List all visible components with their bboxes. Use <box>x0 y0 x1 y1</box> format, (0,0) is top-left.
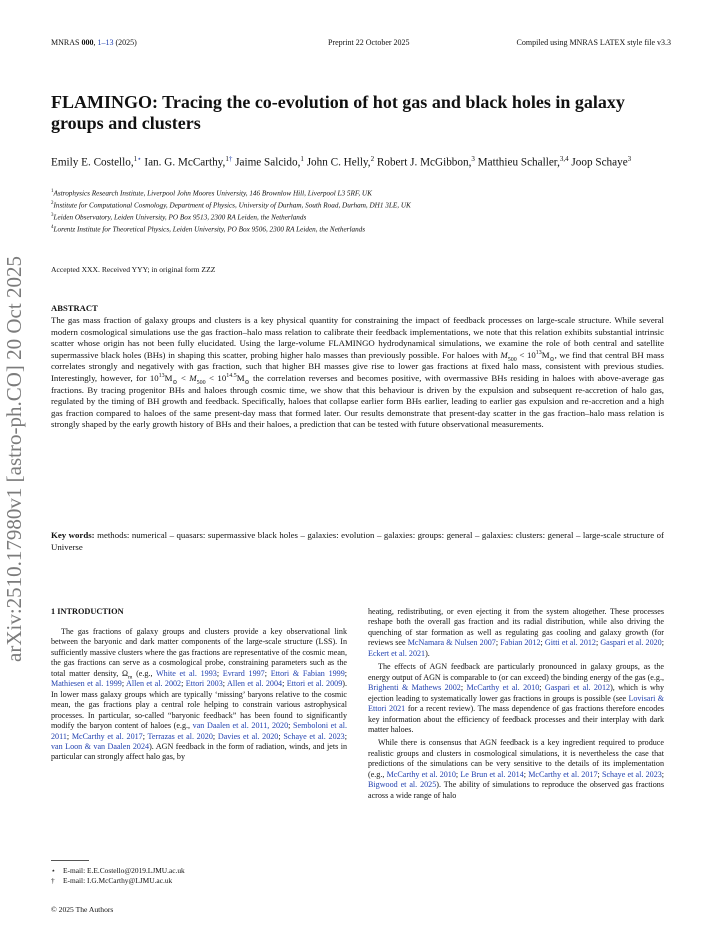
citation-link[interactable]: Davies et al. 2020 <box>217 731 279 741</box>
author-name: Ian. G. McCarthy, <box>144 156 226 169</box>
affiliation-number: 1 <box>51 189 54 194</box>
footnote-mark: ⋆ <box>51 866 56 875</box>
text-run: ; <box>121 679 127 689</box>
text-run: 14.5 <box>226 373 237 380</box>
affiliation-text: Institute for Computational Cosmology, Department of Physics, University of Durham, South Road, Durham, DH1 3LE, UK <box>53 201 411 210</box>
citation-link[interactable]: Ettori & Fabian 1999 <box>270 668 345 678</box>
keywords-label: Key words: <box>51 530 95 540</box>
received-accepted-line: Accepted XXX. Received YYY; in original form ZZZ <box>51 265 216 274</box>
citation-link[interactable]: Ettori 2003 <box>185 679 223 689</box>
footnotes <box>51 866 185 886</box>
citation-link[interactable]: Lovisari & Ettori 2021 <box>368 693 665 714</box>
author-footnote-link[interactable]: ⋆ <box>137 155 142 163</box>
abstract-text <box>51 315 664 431</box>
affiliation-number: 3 <box>51 212 54 218</box>
affiliation-number: 2 <box>51 200 54 206</box>
citation-link[interactable]: White et al. 1993 <box>156 668 217 678</box>
text-run: ; <box>540 638 545 648</box>
journal-citation: MNRAS 000, 1–13 (2025) <box>51 38 137 47</box>
text-run: heating, redistributing, or even ejecting it from the system altogether. These processes reshape both the overall gas fraction and its radial distribution, while also driving the quenching of star formation as well as regulating gas cooling and galaxy growth (for reviews see <box>368 607 664 648</box>
text-run: M <box>500 349 508 360</box>
author-name: Jaime Salcido, <box>235 156 301 169</box>
column-left <box>51 627 347 763</box>
text-run: ). The ability of simulations to reproduce the observed gas fractions across a wide range of halo <box>368 780 664 800</box>
intro-paragraph-1-continued <box>368 607 664 659</box>
citation-link[interactable]: McCarthy et al. 2010 <box>466 683 540 693</box>
citation-link[interactable]: Mathiesen et al. 1999 <box>51 679 122 689</box>
footnote-rule <box>51 860 89 861</box>
text-run: The gas mass fraction of galaxy groups and clusters is a key physical quantity for constraining the impact of feedback processes on large-scale structure. While several modern cosmological simulations use the gas fraction–halo mass relation to calibrate their feedback implementations, we note that this relation exhibits substantial intrinsic scatter whose origin has not been fully elucidated. Using the large-volume FLAMINGO hydrodynamical simulations, we examine the role of both central and satellite supermassive black holes (BHs) in shaping this scatter, probing higher halo masses than previously possible. For haloes with <box>51 315 664 360</box>
section-heading-introduction: 1 INTRODUCTION <box>51 607 124 616</box>
text-run: ). <box>425 648 430 658</box>
text-run: ; <box>181 679 186 689</box>
text-run: The gas fractions of galaxy groups and clusters provide a key observational link between the baryonic and dark matter components of the large-scale structure (LSS). In sufficiently massive clusters where the gas fractions are representative of the cosmic mean, the gas fractions can serve as a cosmological probe, constraining parameters such as the total matter density, Ω <box>51 627 347 678</box>
affiliation-number: 4 <box>51 224 54 230</box>
text-run: M <box>164 372 173 383</box>
citation-link[interactable]: McNamara & Nulsen 2007 <box>407 638 496 648</box>
citation-link[interactable]: Gaspari et al. 2012 <box>544 683 611 693</box>
citation-link[interactable]: Gaspari et al. 2020 <box>600 638 662 648</box>
affiliation-text: Astrophysics Research Institute, Liverpool John Moores University, 146 Brownlow Hill, Liverpool L3 5RF, UK <box>53 189 372 198</box>
citation-link[interactable]: Fabian 2012 <box>500 638 541 648</box>
citation-link[interactable]: Terrazas et al. 2020 <box>147 731 213 741</box>
text-run: ; <box>282 679 287 689</box>
text-run: The effects of AGN feedback are particularly pronounced in galaxy groups, as the energy output of AGN is comparable to (or can exceed) the binding energy of the gas (e.g., <box>368 662 664 682</box>
text-run: M <box>236 372 245 383</box>
text-run: ; <box>264 668 271 678</box>
footnote-item <box>51 866 185 876</box>
citation-link[interactable]: Eckert et al. 2021 <box>368 648 426 658</box>
text-run: ). AGN feedback in the form of radiation, winds, and jets in particular can strongly affect halo gas, by <box>51 741 347 762</box>
affiliation-text: Leiden Observatory, Leiden University, PO Box 9513, 2300 RA Leiden, the Netherlands <box>53 213 307 222</box>
keywords-line <box>51 530 664 553</box>
author-name: Robert J. McGibbon, <box>376 156 472 169</box>
author-affiliation-mark: 3 <box>471 155 475 163</box>
citation-link[interactable]: Gitti et al. 2012 <box>544 638 596 648</box>
author-name: Matthieu Schaller, <box>477 156 560 169</box>
text-run: ; <box>523 769 529 779</box>
author-footnote-link[interactable]: † <box>228 155 233 163</box>
text-run: 500 <box>507 356 517 363</box>
text-run: ; <box>278 731 284 741</box>
author-list <box>51 152 671 170</box>
text-run: for a recent review). The mass dependence of gas fractions therefore encodes key information about the efficiency of feedback processes and their interplay with dark matter haloes. <box>368 704 664 734</box>
author-affiliation-mark: 3,4 <box>559 155 569 163</box>
citation-link[interactable]: Brighenti & Mathews 2002 <box>368 683 461 693</box>
text-run: ; <box>288 721 293 731</box>
author-name: John C. Helly, <box>306 156 371 169</box>
text-run: < 10 <box>205 372 227 383</box>
text-run: the correlation reverses and becomes positive, with overmassive BHs residing in haloes with above-average gas fractions. By tracing progenitor BHs and haloes through cosmic time, we show that this behaviour is driven by the expulsion and subsequent re-accretion of halo gas, regulated by the timing of BH growth and feedback. Specifically, haloes that collapse earlier form BHs earlier, leading to earlier gas expulsion and re-accretion and a high gas fraction compared to haloes of the same present-day mass that formed later. Our results demonstrate that present-day scatter in the gas fraction–halo mass relation is strongly shaped by the early growth history of BHs and their haloes, a prediction that can be tested with future observational measurements. <box>51 372 664 430</box>
text-run: ; <box>595 638 601 648</box>
author-affiliation-mark: 1 <box>225 155 229 163</box>
author-name: Emily E. Costello, <box>51 156 134 169</box>
text-run: (e.g., <box>132 668 157 678</box>
affiliation-item <box>51 187 671 199</box>
affiliation-item <box>51 223 671 235</box>
text-run: ; <box>344 668 348 678</box>
text-run: 13 <box>535 349 542 356</box>
citation-link[interactable]: Schaye et al. 2023 <box>601 769 662 779</box>
text-run: ⊙ <box>244 379 250 386</box>
text-run: ; <box>216 668 223 678</box>
text-run: ; <box>344 731 347 741</box>
text-run: ), which is why ejection leading to systematically lower gas fractions in groups is possible (see <box>368 683 664 703</box>
footnote-email: E-mail: E.E.Costello@2019.LJMU.ac.uk <box>63 866 185 875</box>
footnote-item <box>51 876 185 886</box>
text-run: < <box>177 372 190 383</box>
author-affiliation-mark: 2 <box>370 155 375 163</box>
text-run: ; <box>460 683 467 693</box>
page-range-link[interactable]: 1–13 <box>97 38 114 47</box>
footnote-mark: † <box>51 876 55 885</box>
citation-link[interactable]: Semboloni et al. 2011 <box>51 721 347 741</box>
text-run: ; <box>597 769 602 779</box>
citation-link[interactable]: Schaye et al. 2023 <box>283 731 345 741</box>
text-run: ⊙ <box>549 356 555 363</box>
citation-link[interactable]: McCarthy et al. 2017 <box>71 731 143 741</box>
text-run: ; <box>212 731 218 741</box>
text-run: ; <box>66 731 72 741</box>
keywords-text: methods: numerical – quasars: supermassive black holes – galaxies: evolution – galaxies: groups: general – galaxies: clusters: general – large-scale structure of Universe <box>51 530 664 552</box>
affiliation-item <box>51 211 671 223</box>
text-run: ; <box>142 731 148 741</box>
footnote-email: E-mail: I.G.McCarthy@LJMU.ac.uk <box>63 876 173 885</box>
text-run: ). In lower mass galaxy groups which are typically ‘missing’ baryons relative to the cosmic mean, the gas fractions play a central role helping to constrain various astrophysical processes. In particular, so-called “baryonic feedback” has been found to significantly modify the baryon content of haloes (e.g., <box>51 679 347 731</box>
intro-paragraph-3 <box>368 738 664 801</box>
affiliation-text: Lorentz Institute for Theoretical Physics, Leiden University, PO Box 9506, 2300 RA Leiden, the Netherlands <box>53 225 366 234</box>
citation-link[interactable]: Allen et al. 2002 <box>126 679 182 689</box>
citation-link[interactable]: Allen et al. 2004 <box>226 679 283 689</box>
arxiv-identifier-stamp: arXiv:2510.17980v1 [astro-ph.CO] 20 Oct 2025 <box>2 256 26 662</box>
text-run: ; <box>661 769 665 779</box>
compiled-note: Compiled using MNRAS LATEX style file v3.3 <box>516 38 671 47</box>
citation-link[interactable]: Ettori et al. 2009 <box>286 679 343 689</box>
text-run: m <box>128 674 133 681</box>
text-run: ; <box>222 679 227 689</box>
author-affiliation-mark: 3 <box>627 155 632 163</box>
citation-link[interactable]: van Loon & van Daalen 2024 <box>51 741 150 751</box>
column-right <box>368 607 664 801</box>
text-run: ; <box>455 769 461 779</box>
citation-link[interactable]: McCarthy et al. 2010 <box>386 769 456 779</box>
paper-title: FLAMINGO: Tracing the co-evolution of hot gas and black holes in galaxy groups and clusters <box>51 92 625 133</box>
citation-link[interactable]: Le Brun et al. 2014 <box>460 769 524 779</box>
text-run: ; <box>495 638 501 648</box>
copyright-notice: © 2025 The Authors <box>51 905 114 914</box>
intro-paragraph-1 <box>51 627 347 763</box>
text-run: < 10 <box>516 349 536 360</box>
affiliation-list <box>51 187 671 235</box>
intro-paragraph-2 <box>368 662 664 735</box>
author-name: Joop Schaye <box>571 156 628 169</box>
text-run: , we find that central BH mass correlates strongly and negatively with gas fraction, such that higher BH masses give rise to lower gas fractions at fixed halo mass, consistent with previous studies. Interestingly, however, for 10 <box>51 349 664 383</box>
preprint-date: Preprint 22 October 2025 <box>328 38 410 47</box>
text-run: M <box>541 349 550 360</box>
citation-link[interactable]: McCarthy et al. 2017 <box>528 769 598 779</box>
citation-link[interactable]: van Daalen et al. 2011, 2020 <box>192 721 289 731</box>
text-run: While there is consensus that AGN feedback is a key ingredient required to produce realistic groups and clusters in cosmological simulations, it is nevertheless the case that predictions of the simulations can be very sensitive to the details of its implementation (e.g., <box>368 738 664 779</box>
text-run: 500 <box>196 379 206 386</box>
text-run: M <box>189 372 197 383</box>
citation-link[interactable]: Bigwood et al. 2025 <box>368 780 437 790</box>
citation-link[interactable]: Evrard 1997 <box>222 668 265 678</box>
affiliation-item <box>51 199 671 211</box>
text-run: ; <box>661 638 664 648</box>
running-header <box>51 38 671 50</box>
text-run: 13 <box>158 373 165 380</box>
author-affiliation-mark: 1 <box>300 155 304 163</box>
text-run: ; <box>539 683 545 693</box>
abstract-heading: ABSTRACT <box>51 303 98 313</box>
author-affiliation-mark: 1 <box>133 155 138 163</box>
text-run: ⊙ <box>172 379 178 386</box>
